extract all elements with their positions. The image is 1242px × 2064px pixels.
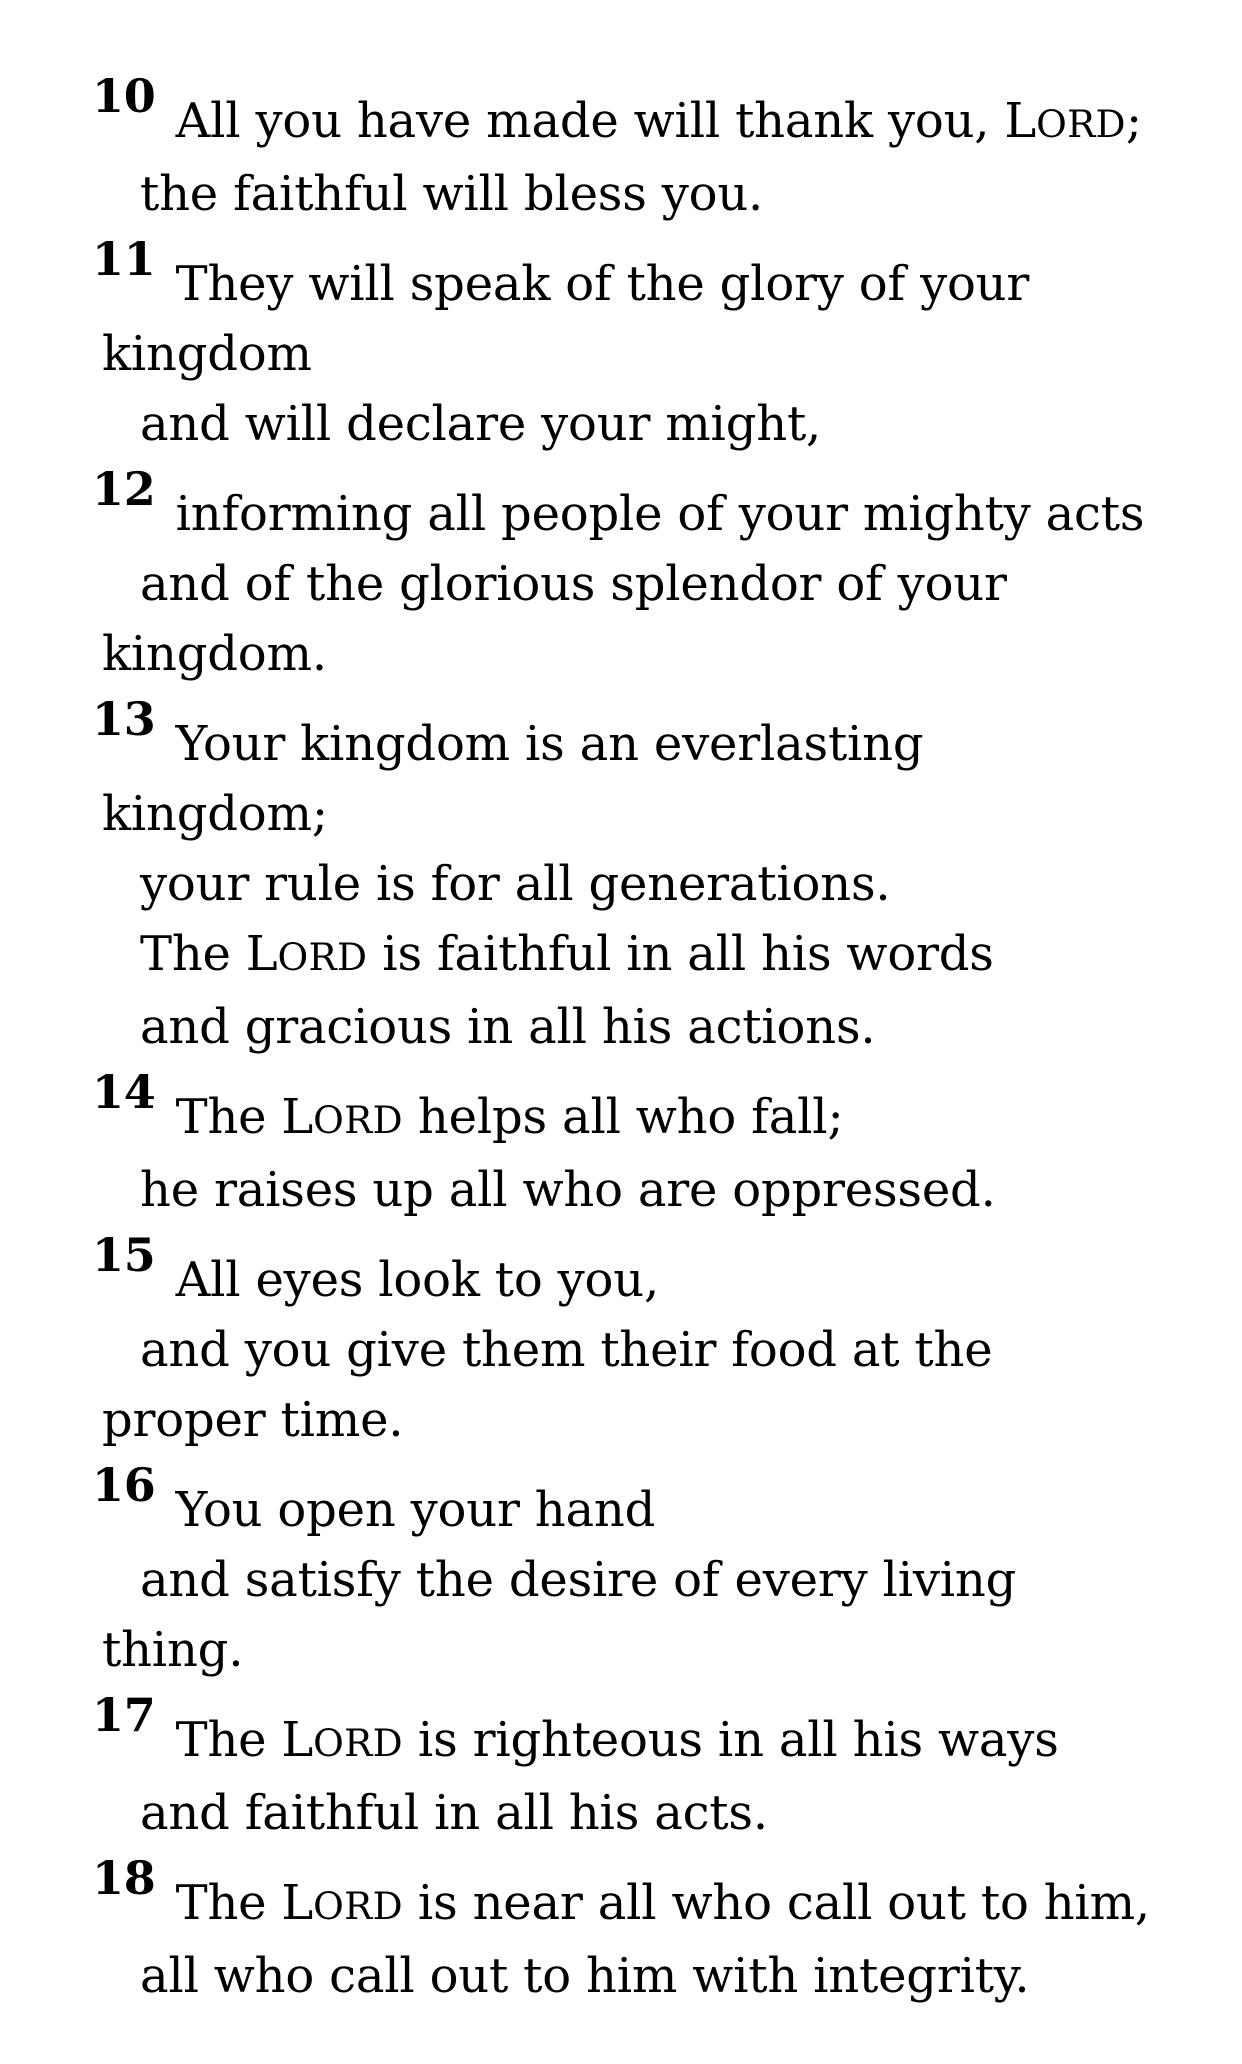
verse-line: and gracious in all his actions.: [140, 999, 876, 1055]
divine-name-small-caps: LORD: [281, 1875, 403, 1931]
verse-line: 10 All you have made will thank you, LORD;: [92, 69, 1142, 149]
verse: [0, 462, 1242, 689]
verse-line: 17 The LORD is righteous in all his ways: [92, 1688, 1059, 1768]
verse-number: 11: [92, 232, 156, 286]
verse-number: 18: [92, 1851, 156, 1905]
verse-line: 11 They will speak of the glory of your: [92, 232, 1030, 312]
verse-line: and of the glorious splendor of your: [140, 556, 1007, 612]
verse-line: the faithful will bless you.: [140, 166, 764, 222]
verse-line: 14 The LORD helps all who fall;: [92, 1065, 844, 1145]
verse-number: 16: [92, 1458, 156, 1512]
verse-number: 14: [92, 1065, 156, 1119]
verse-line: thing.: [102, 1622, 244, 1678]
verse: [0, 1458, 1242, 1685]
verse-line: he raises up all who are oppressed.: [140, 1162, 996, 1218]
verse: [0, 69, 1242, 229]
divine-name-small-caps: LORD: [281, 1712, 403, 1768]
verse: [0, 1065, 1242, 1225]
verse-line: 16 You open your hand: [92, 1458, 656, 1538]
verse-line: 13 Your kingdom is an everlasting: [92, 692, 924, 772]
verse-line: and will declare your might,: [140, 396, 822, 452]
verse-number: 15: [92, 1228, 156, 1282]
verse: [0, 1851, 1242, 2011]
verse-line: and faithful in all his acts.: [140, 1785, 768, 1841]
divine-name-small-caps: LORD: [281, 1089, 403, 1145]
verse-number: 10: [92, 69, 156, 123]
verse-line: 12 informing all people of your mighty acts: [92, 462, 1145, 542]
verse-line: proper time.: [102, 1392, 404, 1448]
verse-line: kingdom;: [102, 786, 328, 842]
verse-number: 17: [92, 1688, 156, 1742]
verse-line: 18 The LORD is near all who call out to him,: [92, 1851, 1150, 1931]
divine-name-small-caps: LORD: [245, 926, 368, 982]
verse-line: kingdom: [102, 326, 312, 382]
verse-line: all who call out to him with integrity.: [140, 1948, 1030, 2004]
verse-line: your rule is for all generations.: [140, 856, 891, 912]
verse-line: The LORD is faithful in all his words: [140, 926, 994, 982]
verse: [0, 692, 1242, 1062]
verse-line: kingdom.: [102, 626, 327, 682]
verse: [0, 1688, 1242, 1848]
verse-line: and satisfy the desire of every living: [140, 1552, 1017, 1608]
verse-number: 12: [92, 462, 156, 516]
verse: [0, 1228, 1242, 1455]
verse-line: 15 All eyes look to you,: [92, 1228, 659, 1308]
divine-name-small-caps: LORD: [1004, 93, 1126, 149]
verse: [0, 232, 1242, 459]
verse-number: 13: [92, 692, 156, 746]
verse-line: and you give them their food at the: [140, 1322, 993, 1378]
